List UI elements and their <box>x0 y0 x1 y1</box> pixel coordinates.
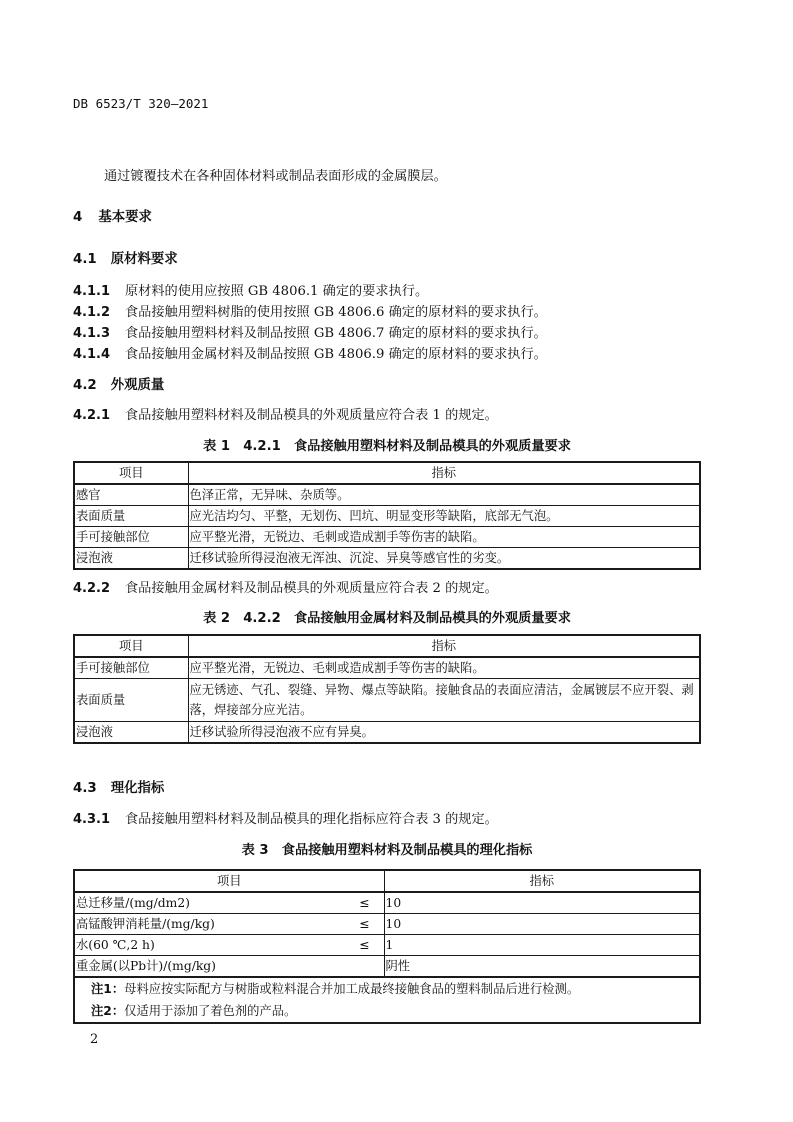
indicator-cell: 迁移试验所得浸泡液无浑浊、沉淀、异臭等感官性的劣变。 <box>188 548 700 570</box>
table-row <box>74 548 700 570</box>
table-notes-cell <box>74 977 700 1023</box>
section-number: 4.1 <box>73 252 97 267</box>
header-cell-item: 项目 <box>74 635 188 657</box>
indicator-cell: 阴性 <box>384 956 700 978</box>
clause-text: 食品接触用塑料材料及制品模具的理化指标应符合表 3 的规定。 <box>125 812 498 827</box>
clause-number: 4.3.1 <box>73 812 111 827</box>
table-header-row <box>74 635 700 657</box>
less-equal-symbol: ≤ <box>344 914 384 935</box>
clause-4-1-2 <box>73 301 547 320</box>
table-row <box>74 914 700 935</box>
note-text: 仅适用于添加了着色剂的产品。 <box>124 1004 297 1018</box>
item-cell: 高锰酸钾消耗量/(mg/kg) <box>74 914 344 935</box>
indicator-cell: 迁移试验所得浸泡液不应有异臭。 <box>188 722 700 744</box>
header-cell-indicator: 指标 <box>384 870 700 892</box>
less-equal-symbol <box>344 956 384 978</box>
table-row <box>74 722 700 744</box>
page-number: 2 <box>90 1032 99 1047</box>
clause-4-3-1 <box>73 808 498 827</box>
item-cell: 表面质量 <box>74 506 188 527</box>
indicator-cell: 应平整光滑，无锐边、毛刺或造成割手等伤害的缺陷。 <box>188 527 700 548</box>
item-cell: 浸泡液 <box>74 722 188 744</box>
clause-text: 食品接触用塑料材料及制品模具的外观质量应符合表 1 的规定。 <box>125 408 498 423</box>
item-cell: 水(60 ℃,2 h) <box>74 935 344 956</box>
section-title: 基本要求 <box>98 210 152 225</box>
indicator-cell: 应平整光滑，无锐边、毛刺或造成割手等伤害的缺陷。 <box>188 657 700 679</box>
indicator-cell: 10 <box>384 914 700 935</box>
clause-text: 原材料的使用应按照 GB 4806.1 确定的要求执行。 <box>125 284 429 299</box>
section-number: 4.3 <box>73 781 97 796</box>
clause-4-1-4 <box>73 343 547 362</box>
header-cell-item: 项目 <box>74 870 384 892</box>
clause-number: 4.1.3 <box>73 326 111 341</box>
indicator-cell: 色泽正常，无异味、杂质等。 <box>188 484 700 506</box>
less-equal-symbol: ≤ <box>344 892 384 914</box>
table-3-caption: 表 3 食品接触用塑料材料及制品模具的理化指标 <box>241 843 533 858</box>
header-cell-item: 项目 <box>74 462 188 484</box>
note-label: 注2： <box>91 1004 125 1018</box>
item-cell: 重金属(以Pb计)/(mg/kg) <box>74 956 344 978</box>
header-cell-indicator: 指标 <box>188 462 700 484</box>
section-title: 外观质量 <box>110 378 165 393</box>
table-3-physicochemical <box>73 869 701 1024</box>
table-2-caption: 表 2 4.2.2 食品接触用金属材料及制品模具的外观质量要求 <box>203 611 571 626</box>
item-cell: 手可接触部位 <box>74 527 188 548</box>
note-1 <box>91 978 698 1000</box>
clause-number: 4.1.1 <box>73 284 111 299</box>
table-header-row <box>74 462 700 484</box>
table-row <box>74 484 700 506</box>
clause-4-1-1 <box>73 280 428 299</box>
section-4-2-heading <box>73 374 164 393</box>
section-number: 4.2 <box>73 378 97 393</box>
table-row <box>74 506 700 527</box>
section-4-1-heading <box>73 248 178 267</box>
clause-number: 4.1.4 <box>73 347 111 362</box>
item-cell: 感官 <box>74 484 188 506</box>
indicator-cell: 应光洁均匀、平整，无划伤、凹坑、明显变形等缺陷，底部无气泡。 <box>188 506 700 527</box>
note-label: 注1： <box>91 982 125 996</box>
indicator-cell: 10 <box>384 892 700 914</box>
table-2-metal-appearance <box>73 634 701 744</box>
section-title: 原材料要求 <box>110 252 178 267</box>
clause-number: 4.2.2 <box>73 581 111 596</box>
item-cell: 浸泡液 <box>74 548 188 570</box>
clause-text: 食品接触用金属材料及制品按照 GB 4806.9 确定的原材料的要求执行。 <box>125 347 547 362</box>
table-row <box>74 657 700 679</box>
less-equal-symbol: ≤ <box>344 935 384 956</box>
note-2 <box>91 1000 698 1022</box>
clause-number: 4.2.1 <box>73 408 111 423</box>
section-number: 4 <box>73 210 83 225</box>
header-cell-indicator: 指标 <box>188 635 700 657</box>
clause-text: 食品接触用塑料树脂的使用按照 GB 4806.6 确定的原材料的要求执行。 <box>125 305 547 320</box>
intro-paragraph: 通过镀覆技术在各种固体材料或制品表面形成的金属膜层。 <box>104 169 447 184</box>
clause-text: 食品接触用塑料材料及制品按照 GB 4806.7 确定的原材料的要求执行。 <box>125 326 547 341</box>
table-row <box>74 679 700 722</box>
clause-4-1-3 <box>73 322 547 341</box>
table-1-plastic-appearance <box>73 461 701 570</box>
table-row <box>74 935 700 956</box>
section-title: 理化指标 <box>110 781 165 796</box>
table-row <box>74 527 700 548</box>
item-cell: 手可接触部位 <box>74 657 188 679</box>
clause-4-2-2 <box>73 577 498 596</box>
table-notes-row <box>74 977 700 1023</box>
table-header-row <box>74 870 700 892</box>
item-cell: 总迁移量/(mg/dm2) <box>74 892 344 914</box>
section-4-3-heading <box>73 777 164 796</box>
clause-number: 4.1.2 <box>73 305 111 320</box>
document-code-header: DB 6523/T 320—2021 <box>73 96 209 111</box>
item-cell: 表面质量 <box>74 679 188 722</box>
indicator-cell: 应无锈迹、气孔、裂缝、异物、爆点等缺陷。接触食品的表面应清洁，金属镀层不应开裂、剥落，焊接部分应光洁。 <box>188 679 700 722</box>
section-4-heading <box>73 206 152 225</box>
indicator-cell: 1 <box>384 935 700 956</box>
table-1-caption: 表 1 4.2.1 食品接触用塑料材料及制品模具的外观质量要求 <box>203 439 571 454</box>
table-row <box>74 892 700 914</box>
clause-4-2-1 <box>73 404 498 423</box>
clause-text: 食品接触用金属材料及制品模具的外观质量应符合表 2 的规定。 <box>125 581 498 596</box>
note-text: 母料应按实际配方与树脂或粒料混合并加工成最终接触食品的塑料制品后进行检测。 <box>124 982 580 996</box>
table-row <box>74 956 700 978</box>
